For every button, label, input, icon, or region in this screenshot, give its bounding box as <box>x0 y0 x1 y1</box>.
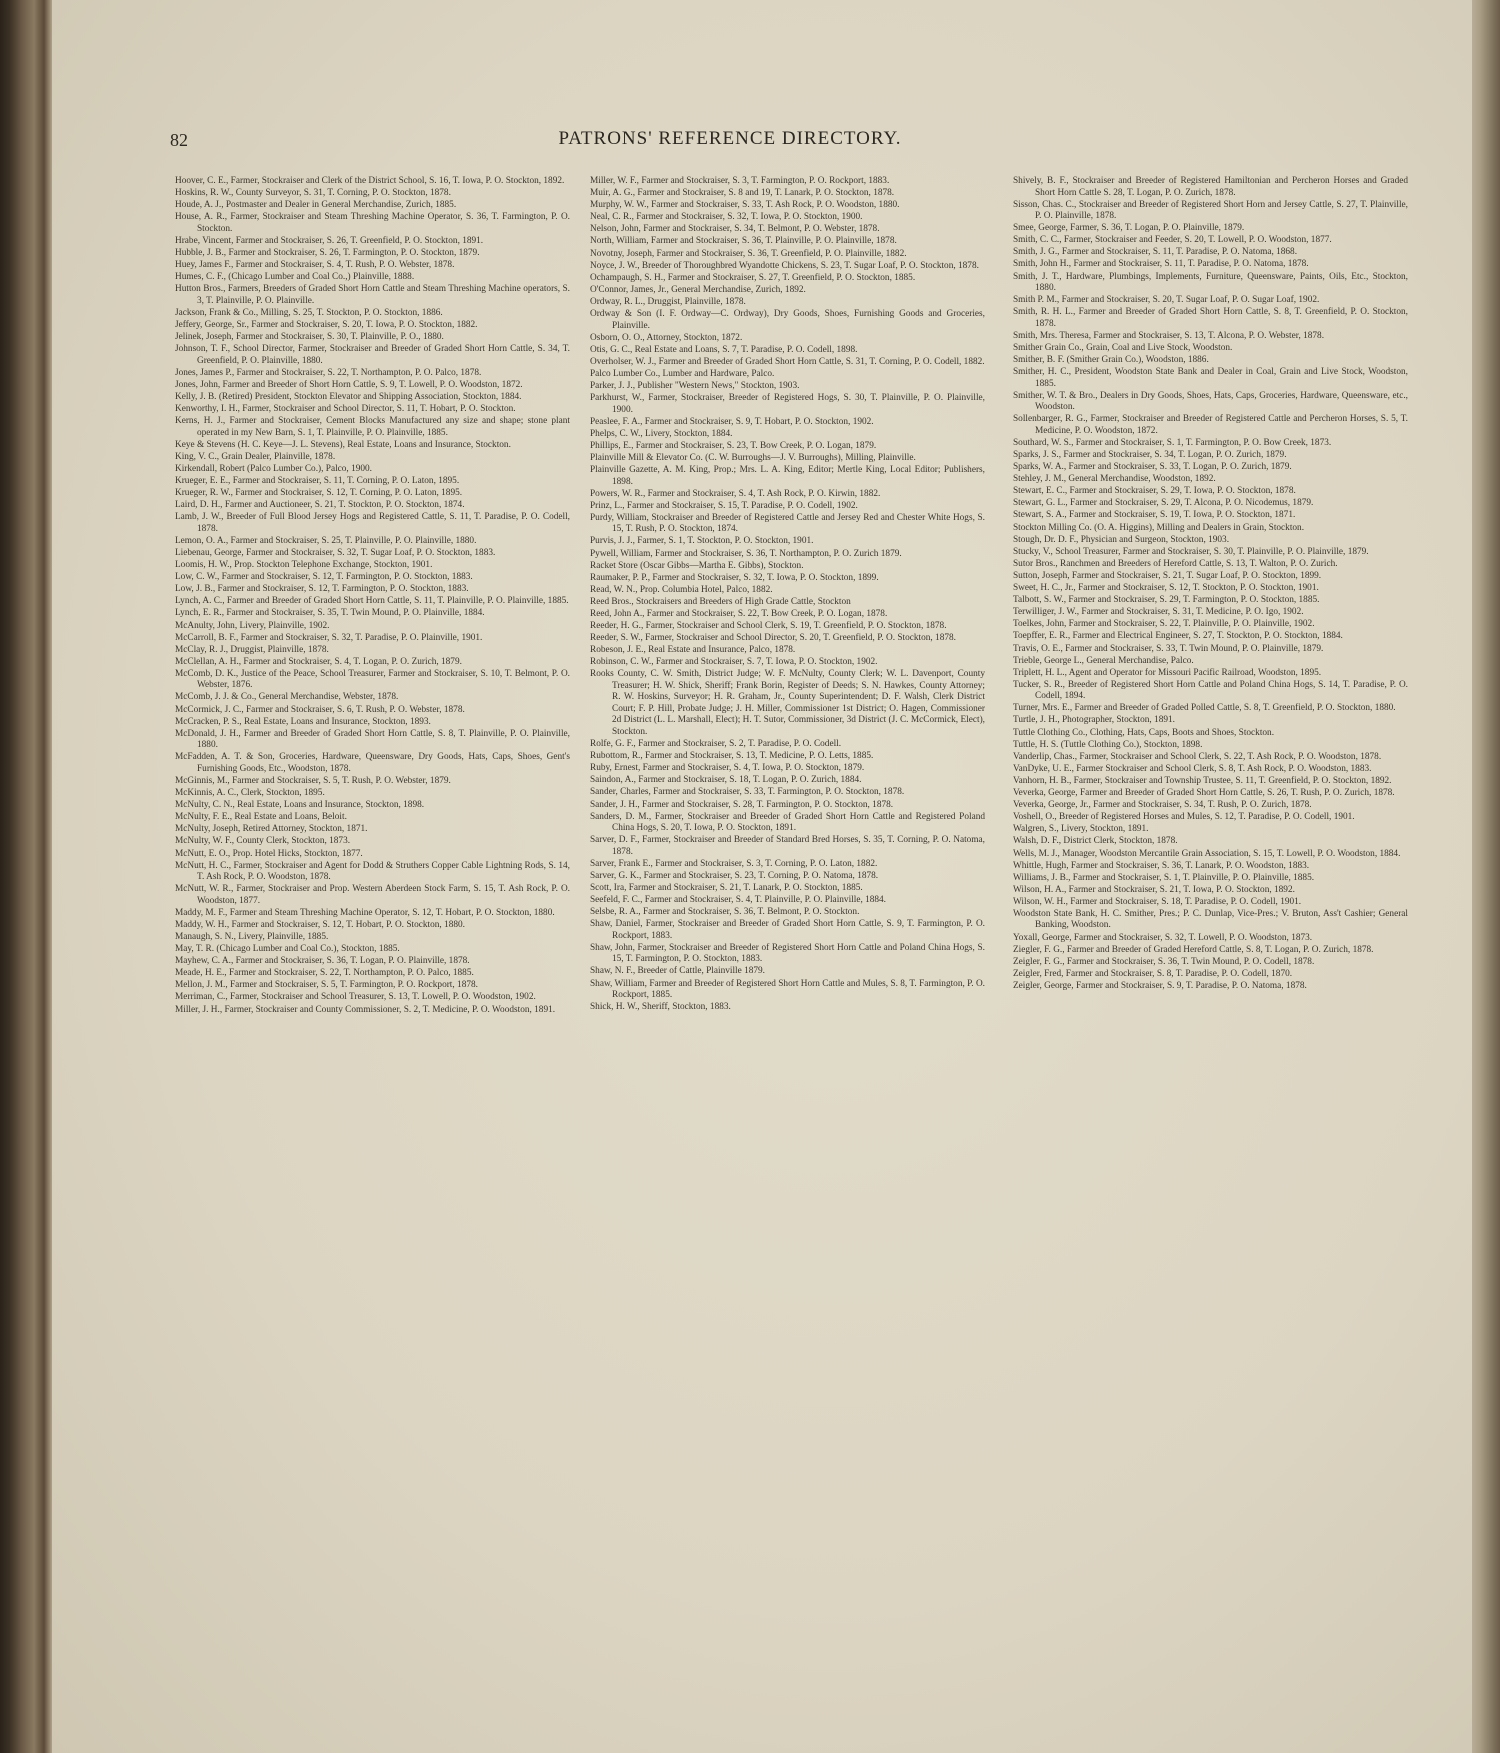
directory-entry: Manaugh, S. N., Livery, Plainville, 1885. <box>175 931 329 942</box>
directory-entry: Talbott, S. W., Farmer and Stockraiser, S. 29, T. Farmington, P. O. Stockton, 1885. <box>1013 595 1320 606</box>
directory-entry: Sparks, J. S., Farmer and Stockraiser, S. 34, T. Logan, P. O. Zurich, 1879. <box>1013 450 1287 460</box>
directory-entry: Vanderlip, Chas., Farmer, Stockraiser and School Clerk, S. 22, T. Ash Rock, P. O. Woodston, 1878. <box>1013 751 1382 762</box>
directory-entry: Keye & Stevens (H. C. Keye—J. L. Stevens), Real Estate, Loans and Insurance, Stockton. <box>175 439 511 450</box>
directory-entry: Seefeld, F. C., Farmer and Stockraiser, S. 4, T. Plainville, P. O. Plainville, 1884. <box>590 895 887 906</box>
directory-entry: McCormick, J. C., Farmer and Stockraiser, S. 6, T. Rush, P. O. Webster, 1878. <box>175 704 465 715</box>
directory-entry: Toepffer, E. R., Farmer and Electrical Engineer, S. 27, T. Stockton, P. O. Stockton, 1884. <box>1013 631 1343 642</box>
directory-entry: McDonald, J. H., Farmer and Breeder of Graded Short Horn Cattle, S. 8, T. Plainville, P. O. Plainville, 1880. <box>175 728 570 751</box>
directory-entry: Osborn, O. O., Attorney, Stockton, 1872. <box>590 332 743 343</box>
directory-entry: Read, W. N., Prop. Columbia Hotel, Palco, 1882. <box>590 584 773 595</box>
directory-entry: McClellan, A. H., Farmer and Stockraiser, S. 4, T. Logan, P. O. Zurich, 1879. <box>175 656 462 667</box>
directory-entry: McComb, J. J. & Co., General Merchandise, Webster, 1878. <box>175 692 399 703</box>
directory-entry: Walgren, S., Livery, Stockton, 1891. <box>1013 824 1149 835</box>
directory-entry: McNutt, W. R., Farmer, Stockraiser and Prop. Western Aberdeen Stock Farm, S. 15, T. Ash Rock, P. O. Woodston, 1877. <box>175 884 570 906</box>
directory-entry: Powers, W. R., Farmer and Stockraiser, S. 4, T. Ash Rock, P. O. Kirwin, 1882. <box>590 488 881 499</box>
directory-entry: McComb, D. K., Justice of the Peace, School Treasurer, Farmer and Stockraiser, S. 10, T. Belmont, P. O. Webster, 1876. <box>175 668 570 691</box>
directory-entry: Murphy, W. W., Farmer and Stockraiser, S. 33, T. Ash Rock, P. O. Woodston, 1880. <box>590 200 900 211</box>
directory-entry: Kenworthy, I. H., Farmer, Stockraiser and School Director, S. 11, T. Hobart, P. O. Stockton. <box>175 404 516 414</box>
directory-entry: Reeder, H. G., Farmer, Stockraiser and School Clerk, S. 19, T. Greenfield, P. O. Stockton, 1878. <box>590 621 947 632</box>
directory-entry: Low, C. W., Farmer and Stockraiser, S. 12, T. Farmington, P. O. Stockton, 1883. <box>175 572 473 583</box>
directory-entry: Shaw, William, Farmer and Breeder of Registered Short Horn Cattle and Mules, S. 8, T. Farmington, P. O. Rockport, 1885. <box>590 978 985 1001</box>
directory-entry: Racket Store (Oscar Gibbs—Martha E. Gibbs), Stockton. <box>590 560 804 571</box>
directory-entry: McFadden, A. T. & Son, Groceries, Hardware, Queensware, Dry Goods, Hats, Caps, Shoes, Gent's Furnishing Goods, Etc., Woodston, 1878. <box>175 752 570 774</box>
directory-entry: McNulty, C. N., Real Estate, Loans and Insurance, Stockton, 1898. <box>175 800 425 811</box>
directory-entry: Tuttle, H. S. (Tuttle Clothing Co.), Stockton, 1898. <box>1013 739 1203 750</box>
directory-entry: Sutor Bros., Ranchmen and Breeders of Hereford Cattle, S. 13, T. Walton, P. O. Zurich. <box>1013 558 1338 569</box>
directory-entry: Phillips, E., Farmer and Stockraiser, S. 23, T. Bow Creek, P. O. Logan, 1879. <box>590 440 877 451</box>
directory-entry: Smither, H. C., President, Woodston State Bank and Dealer in Coal, Grain and Live Stock, Woodston, 1885. <box>1013 367 1408 389</box>
directory-entry: Mayhew, C. A., Farmer and Stockraiser, S. 36, T. Logan, P. O. Plainville, 1878. <box>175 956 470 967</box>
directory-entry: Meade, H. E., Farmer and Stockraiser, S. 22, T. Northampton, P. O. Palco, 1885. <box>175 968 474 979</box>
directory-entry: Smither Grain Co., Grain, Coal and Live Stock, Woodston. <box>1013 342 1233 353</box>
directory-entry: Krueger, E. E., Farmer and Stockraiser, S. 11, T. Corning, P. O. Laton, 1895. <box>175 475 460 486</box>
directory-entry: Noyce, J. W., Breeder of Thoroughbred Wyandotte Chickens, S. 23, T. Sugar Loaf, P. O. Stockton, 1878. <box>590 260 979 271</box>
directory-entry: Travis, O. E., Farmer and Stockraiser, S. 33, T. Twin Mound, P. O. Plainville, 1879. <box>1013 643 1324 654</box>
directory-entry: Plainville Gazette, A. M. King, Prop.; Mrs. L. A. King, Editor; Mertle King, Local Editor; Publishers, 1898. <box>590 465 985 487</box>
directory-entry: Smither, B. F. (Smither Grain Co.), Woodston, 1886. <box>1013 355 1209 366</box>
page-header <box>120 124 1340 154</box>
directory-entry: Tucker, S. R., Breeder of Registered Short Horn Cattle and Poland China Hogs, S. 14, T. Paradise, P. O. Codell, 1894. <box>1013 679 1408 702</box>
directory-entry: Miller, W. F., Farmer and Stockraiser, S. 3, T. Farmington, P. O. Rockport, 1883. <box>590 176 890 186</box>
directory-entry: Shick, H. W., Sheriff, Stockton, 1883. <box>590 1002 731 1013</box>
directory-entry: McCracken, P. S., Real Estate, Loans and Insurance, Stockton, 1893. <box>175 716 431 727</box>
directory-entry: Smither, W. T. & Bro., Dealers in Dry Goods, Shoes, Hats, Caps, Groceries, Hardware, Queensware, etc., Woodston. <box>1013 390 1408 413</box>
directory-entry: McClay, R. J., Druggist, Plainville, 1878. <box>175 644 329 655</box>
directory-entry: Prinz, L., Farmer and Stockraiser, S. 15, T. Paradise, P. O. Codell, 1902. <box>590 500 858 511</box>
directory-entry: Ordway & Son (I. F. Ordway—C. Ordway), Dry Goods, Shoes, Furnishing Goods and Groceries, Plainville. <box>590 309 985 331</box>
directory-entry: Reeder, S. W., Farmer, Stockraiser and School Director, S. 20, T. Greenfield, P. O. Stockton, 1878. <box>590 633 956 644</box>
directory-entry: Sander, Charles, Farmer and Stockraiser, S. 33, T. Farmington, P. O. Stockton, 1878. <box>590 787 905 798</box>
directory-entry: Sisson, Chas. C., Stockraiser and Breeder of Registered Short Horn and Jersey Cattle, S. 27, T. Plainville, P. O. Plainville, 1878. <box>1013 199 1408 222</box>
directory-entry: Kerns, H. J., Farmer and Stockraiser, Cement Blocks Manufactured any size and shape; stone plant operated in my New Barn, S. 1, T. Plainville, P. O. Plainville, 1885. <box>175 416 570 438</box>
directory-entry: Veverka, George, Farmer and Breeder of Graded Short Horn Cattle, S. 26, T. Rush, P. O. Zurich, 1878. <box>1013 788 1395 799</box>
directory-entry: Hoover, C. E., Farmer, Stockraiser and Clerk of the District School, S. 16, T. Iowa, P. O. Stockton, 1892. <box>175 176 565 186</box>
directory-entry: Jackson, Frank & Co., Milling, S. 25, T. Stockton, P. O. Stockton, 1886. <box>175 307 443 318</box>
directory-entry: Johnson, T. F., School Director, Farmer, Stockraiser and Breeder of Graded Short Horn Cattle, S. 34, T. Greenfield, P. O. Plainville, 1880. <box>175 344 570 366</box>
directory-entry: O'Connor, James, Jr., General Merchandise, Zurich, 1892. <box>590 284 806 295</box>
directory-entry: Rolfe, G. F., Farmer and Stockraiser, S. 2, T. Paradise, P. O. Codell. <box>590 739 842 750</box>
directory-entry: Sarver, D. F., Farmer, Stockraiser and Breeder of Standard Bred Horses, S. 35, T. Corning, P. O. Natoma, 1878. <box>590 835 985 857</box>
directory-column-3 <box>1013 176 1408 993</box>
directory-entry: Smith, Mrs. Theresa, Farmer and Stockraiser, S. 13, T. Alcona, P. O. Webster, 1878. <box>1013 330 1325 341</box>
directory-entry: Zeigler, Fred, Farmer and Stockraiser, S. 8, T. Paradise, P. O. Codell, 1870. <box>1013 968 1293 979</box>
directory-entry: Hrabe, Vincent, Farmer and Stockraiser, S. 26, T. Greenfield, P. O. Stockton, 1891. <box>175 235 484 246</box>
directory-entry: Sarver, Frank E., Farmer and Stockraiser, S. 3, T. Corning, P. O. Laton, 1882. <box>590 858 878 869</box>
directory-entry: McGinnis, M., Farmer and Stockraiser, S. 5, T. Rush, P. O. Webster, 1879. <box>175 775 451 786</box>
directory-entry: Robinson, C. W., Farmer and Stockraiser, S. 7, T. Iowa, P. O. Stockton, 1902. <box>590 657 878 668</box>
directory-entry: Smith, R. H. L., Farmer and Breeder of Graded Short Horn Cattle, S. 8, T. Greenfield, P. O. Stockton, 1878. <box>1013 307 1408 329</box>
directory-entry: Stewart, E. C., Farmer and Stockraiser, S. 29, T. Iowa, P. O. Stockton, 1878. <box>1013 486 1296 497</box>
directory-entry: Otis, G. C., Real Estate and Loans, S. 7, T. Paradise, P. O. Codell, 1898. <box>590 344 858 355</box>
directory-entry: Zeigler, George, Farmer and Stockraiser, S. 9, T. Paradise, P. O. Natoma, 1878. <box>1013 980 1307 991</box>
directory-entry: Parkhurst, W., Farmer, Stockraiser, Breeder of Registered Hogs, S. 30, T. Plainville, P. O. Plainville, 1900. <box>590 393 985 415</box>
directory-entry: Wells, M. J., Manager, Woodston Mercantile Grain Association, S. 15, T. Lowell, P. O. Woodston, 1884. <box>1013 848 1401 859</box>
directory-entry: Palco Lumber Co., Lumber and Hardware, Palco. <box>590 368 775 379</box>
directory-entry: Ruby, Ernest, Farmer and Stockraiser, S. 4, T. Iowa, P. O. Stockton, 1879. <box>590 763 865 774</box>
directory-entry: Smee, George, Farmer, S. 36, T. Logan, P. O. Plainville, 1879. <box>1013 223 1245 234</box>
directory-entry: Muir, A. G., Farmer and Stockraiser, S. 8 and 19, T. Lanark, P. O. Stockton, 1878. <box>590 188 895 199</box>
directory-entry: Reed Bros., Stockraisers and Breeders of High Grade Cattle, Stockton <box>590 596 851 607</box>
directory-entry: Shively, B. F., Stockraiser and Breeder of Registered Hamiltonian and Percheron Horses and Graded Short Horn Cattle S. 28, T. Logan, P. O. Zurich, 1878. <box>1013 176 1408 198</box>
directory-entry: Stehley, J. M., General Merchandise, Woodston, 1892. <box>1013 474 1216 485</box>
directory-entry: Southard, W. S., Farmer and Stockraiser, S. 1, T. Farmington, P. O. Bow Creek, 1873. <box>1013 437 1332 448</box>
page-number: 82 <box>170 130 188 150</box>
directory-entry: Stewart, S. A., Farmer and Stockraiser, S. 19, T. Iowa, P. O. Stockton, 1871. <box>1013 510 1296 521</box>
directory-entry: North, William, Farmer and Stockraiser, S. 36, T. Plainville, P. O. Plainville, 1878. <box>590 236 897 247</box>
directory-entry: Stough, Dr. D. F., Physician and Surgeon, Stockton, 1903. <box>1013 534 1230 545</box>
directory-entry: Shaw, John, Farmer, Stockraiser and Breeder of Registered Short Horn Cattle and Poland China Hogs, S. 15, T. Farmington, P. O. Stockton, 1883. <box>590 942 985 965</box>
directory-entry: Stockton Milling Co. (O. A. Higgins), Milling and Dealers in Grain, Stockton. <box>1013 522 1305 533</box>
directory-entry: Overholser, W. J., Farmer and Breeder of Graded Short Horn Cattle, S. 31, T. Corning, P. O. Codell, 1882. <box>590 356 985 367</box>
directory-entry: Laird, D. H., Farmer and Auctioneer, S. 21, T. Stockton, P. O. Stockton, 1874. <box>175 500 465 511</box>
directory-entry: Wilson, H. A., Farmer and Stockraiser, S. 21, T. Iowa, P. O. Stockton, 1892. <box>1013 884 1295 895</box>
directory-entry: McNulty, W. F., County Clerk, Stockton, 1873. <box>175 836 351 847</box>
directory-entry: Sollenbarger, R. G., Farmer, Stockraiser and Breeder of Registered Cattle and Percheron Horses, S. 5, T. Medicine, P. O. Woodston, 1872. <box>1013 414 1408 436</box>
directory-entry: Hutton Bros., Farmers, Breeders of Graded Short Horn Cattle and Steam Threshing Machine operators, S. 3, T. Plainville, P. O. Plainville. <box>175 284 570 306</box>
directory-entry: Sander, J. H., Farmer and Stockraiser, S. 28, T. Farmington, P. O. Stockton, 1878. <box>590 799 894 810</box>
directory-entry: Jeffery, George, Sr., Farmer and Stockraiser, S. 20, T. Iowa, P. O. Stockton, 1882. <box>175 319 478 330</box>
directory-entry: Krueger, R. W., Farmer and Stockraiser, S. 12, T. Corning, P. O. Laton, 1895. <box>175 488 463 499</box>
directory-entry: VanDyke, U. E., Farmer Stockraiser and School Clerk, S. 8, T. Ash Rock, P. O. Woodston, 1883. <box>1013 763 1372 774</box>
directory-entry: Miller, J. H., Farmer, Stockraiser and County Commissioner, S. 2, T. Medicine, P. O. Woodston, 1891. <box>175 1004 556 1015</box>
directory-entry: McNulty, F. E., Real Estate and Loans, Beloit. <box>175 812 347 823</box>
directory-entry: May, T. R. (Chicago Lumber and Coal Co.), Stockton, 1885. <box>175 944 400 955</box>
directory-entry: Peaslee, F. A., Farmer and Stockraiser, S. 9, T. Hobart, P. O. Stockton, 1902. <box>590 416 874 427</box>
directory-entry: Lynch, A. C., Farmer and Breeder of Graded Short Horn Cattle, S. 11, T. Plainville, P. O. Plainville, 1885. <box>175 596 569 607</box>
directory-entry: Rooks County, C. W. Smith, District Judge; W. F. McNulty, County Clerk; W. L. Davenport, County Treasurer; H. W. Shick, Sheriff; Frank Borin, Register of Deeds; S. N. Hawkes, County Attorney; R. W. Hoskins, Surveyor; H. R. Graham, Jr., County Superintendent; D. F. Walsh, Clerk District Court; F. P. Hill, Probate Judge; J. H. Miller, Commissioner 1st District; O. Hagen, Commissioner 2d District (L. L. Marshall, Elect); H. T. Sutor, Commissioner, 3d District (J. C. McCormick, Elect), Stockton. <box>590 669 985 737</box>
directory-entry: House, A. R., Farmer, Stockraiser and Steam Threshing Machine Operator, S. 36, T. Farmington, P. O. Stockton. <box>175 212 570 234</box>
directory-entry: Houde, A. J., Postmaster and Dealer in General Merchandise, Zurich, 1885. <box>175 200 457 211</box>
directory-entry: Jones, John, Farmer and Breeder of Short Horn Cattle, S. 9, T. Lowell, P. O. Woodston, 1872. <box>175 379 523 390</box>
directory-entry: Toelkes, John, Farmer and Stockraiser, S. 22, T. Plainville, P. O. Plainville, 1902. <box>1013 619 1315 630</box>
directory-entry: Phelps, C. W., Livery, Stockton, 1884. <box>590 428 733 439</box>
directory-entry: Raumaker, P. P., Farmer and Stockraiser, S. 32, T. Iowa, P. O. Stockton, 1899. <box>590 572 879 583</box>
running-head-title: PATRONS' REFERENCE DIRECTORY. <box>558 128 902 149</box>
directory-entry: Veverka, George, Jr., Farmer and Stockraiser, S. 34, T. Rush, P. O. Zurich, 1878. <box>1013 800 1312 811</box>
directory-entry: Maddy, W. H., Farmer and Stockraiser, S. 12, T. Hobart, P. O. Stockton, 1880. <box>175 919 465 930</box>
directory-entry: Lemon, O. A., Farmer and Stockraiser, S. 25, T. Plainville, P. O. Plainville, 1880. <box>175 535 477 546</box>
directory-entry: Whittle, Hugh, Farmer and Stockraiser, S. 36, T. Lanark, P. O. Woodston, 1883. <box>1013 860 1310 871</box>
directory-entry: Kirkendall, Robert (Palco Lumber Co.), Palco, 1900. <box>175 463 373 474</box>
directory-entry: Purvis, J. J., Farmer, S. 1, T. Stockton, P. O. Stockton, 1901. <box>590 536 814 547</box>
directory-entry: Parker, J. J., Publisher "Western News," Stockton, 1903. <box>590 381 800 391</box>
directory-entry: Liebenau, George, Farmer and Stockraiser, S. 32, T. Sugar Loaf, P. O. Stockton, 1883. <box>175 547 496 558</box>
directory-entry: Plainville Mill & Elevator Co. (C. W. Burroughs—J. V. Burroughs), Milling, Plainville. <box>590 452 916 463</box>
directory-entry: Yoxall, George, Farmer and Stockraiser, S. 32, T. Lowell, P. O. Woodston, 1873. <box>1013 932 1313 943</box>
directory-entry: Williams, J. B., Farmer and Stockraiser, S. 1, T. Plainville, P. O. Plainville, 1885. <box>1013 872 1315 883</box>
directory-entry: Ziegler, F. G., Farmer and Breeder of Graded Hereford Cattle, S. 8, T. Logan, P. O. Zurich, 1878. <box>1013 944 1374 955</box>
directory-entry: Huey, James F., Farmer and Stockraiser, S. 4, T. Rush, P. O. Webster, 1878. <box>175 260 455 271</box>
directory-entry: Merriman, C., Farmer, Stockraiser and School Treasurer, S. 13, T. Lowell, P. O. Woodston, 1902. <box>175 992 536 1003</box>
directory-entry: Wilson, W. H., Farmer and Stockraiser, S. 18, T. Paradise, P. O. Codell, 1901. <box>1013 896 1302 907</box>
directory-entry: Jones, James P., Farmer and Stockraiser, S. 22, T. Northampton, P. O. Palco, 1878. <box>175 367 482 378</box>
directory-entry: Ochampaugh, S. H., Farmer and Stockraiser, S. 27, T. Greenfield, P. O. Stockton, 1885. <box>590 272 916 283</box>
directory-column-2 <box>590 176 985 1014</box>
directory-entry: Smith P. M., Farmer and Stockraiser, S. 20, T. Sugar Loaf, P. O. Sugar Loaf, 1902. <box>1013 295 1320 306</box>
directory-entry: Neal, C. R., Farmer and Stockraiser, S. 32, T. Iowa, P. O. Stockton, 1900. <box>590 212 863 223</box>
directory-entry: Jelinek, Joseph, Farmer and Stockraiser, S. 30, T. Plainville, P. O., 1880. <box>175 332 444 343</box>
directory-entry: Mellon, J. M., Farmer and Stockraiser, S. 5, T. Farmington, P. O. Rockport, 1878. <box>175 980 478 991</box>
directory-entry: Zeigler, F. G., Farmer and Stockraiser, S. 36, T. Twin Mound, P. O. Codell, 1878. <box>1013 956 1315 967</box>
directory-entry: McAnulty, John, Livery, Plainville, 1902. <box>175 620 330 631</box>
directory-entry: Hubble, J. B., Farmer and Stockraiser, S. 26, T. Farmington, P. O. Stockton, 1879. <box>175 247 480 258</box>
directory-entry: Scott, Ira, Farmer and Stockraiser, S. 21, T. Lanark, P. O. Stockton, 1885. <box>590 883 863 893</box>
directory-entry: Triplett, H. L., Agent and Operator for Missouri Pacific Railroad, Woodston, 1895. <box>1013 667 1322 678</box>
directory-entry: Turner, Mrs. E., Farmer and Breeder of Graded Polled Cattle, S. 8, T. Greenfield, P. O. Stockton, 1880. <box>1013 703 1396 714</box>
directory-entry: Vanhorn, H. B., Farmer, Stockraiser and Township Trustee, S. 11, T. Greenfield, P. O. Stockton, 1892. <box>1013 775 1392 786</box>
directory-column-1 <box>175 176 570 1017</box>
directory-entry: Reed, John A., Farmer and Stockraiser, S. 22, T. Bow Creek, P. O. Logan, 1878. <box>590 609 888 619</box>
directory-entry: Loomis, H. W., Prop. Stockton Telephone Exchange, Stockton, 1901. <box>175 560 433 571</box>
directory-entry: Sparks, W. A., Farmer and Stockraiser, S. 33, T. Logan, P. O. Zurich, 1879. <box>1013 462 1292 473</box>
directory-entry: McNulty, Joseph, Retired Attorney, Stockton, 1871. <box>175 824 368 835</box>
directory-entry: Sweet, H. C., Jr., Farmer and Stockraiser, S. 12, T. Stockton, P. O. Stockton, 1901. <box>1013 583 1319 594</box>
directory-entry: Robeson, J. E., Real Estate and Insurance, Palco, 1878. <box>590 645 796 656</box>
directory-entry: Terwilliger, J. W., Farmer and Stockraiser, S. 31, T. Medicine, P. O. Igo, 1902. <box>1013 607 1304 618</box>
directory-entry: Novotny, Joseph, Farmer and Stockraiser, S. 36, T. Greenfield, P. O. Plainville, 1882. <box>590 248 907 259</box>
directory-entry: McCarroll, B. F., Farmer and Stockraiser, S. 32, T. Paradise, P. O. Plainville, 1901. <box>175 632 483 643</box>
directory-entry: Smith, John H., Farmer and Stockraiser, S. 11, T. Paradise, P. O. Natoma, 1878. <box>1013 259 1309 270</box>
directory-entry: Tuttle Clothing Co., Clothing, Hats, Caps, Boots and Shoes, Stockton. <box>1013 727 1275 738</box>
directory-entry: Hoskins, R. W., County Surveyor, S. 31, T. Corning, P. O. Stockton, 1878. <box>175 188 451 199</box>
directory-entry: Selsbe, R. A., Farmer and Stockraiser, S. 36, T. Belmont, P. O. Stockton. <box>590 907 860 918</box>
directory-entry: Lamb, J. W., Breeder of Full Blood Jersey Hogs and Registered Cattle, S. 11, T. Paradise, P. O. Codell, 1878. <box>175 512 570 534</box>
directory-entry: Voshell, O., Breeder of Registered Horses and Mules, S. 12, T. Paradise, P. O. Codell, 1901. <box>1013 812 1355 823</box>
directory-entry: McNutt, E. O., Prop. Hotel Hicks, Stockton, 1877. <box>175 848 363 859</box>
directory-entry: Lynch, E. R., Farmer and Stockraiser, S. 35, T. Twin Mound, P. O. Plainville, 1884. <box>175 608 485 619</box>
directory-entry: Sutton, Joseph, Farmer and Stockraiser, S. 21, T. Sugar Loaf, P. O. Stockton, 1899. <box>1013 570 1322 581</box>
directory-entry: Sarver, G. K., Farmer and Stockraiser, S. 23, T. Corning, P. O. Natoma, 1878. <box>590 870 879 881</box>
directory-entry: Humes, C. F., (Chicago Lumber and Coal Co.,) Plainville, 1888. <box>175 272 415 283</box>
directory-entry: McKinnis, A. C., Clerk, Stockton, 1895. <box>175 788 325 799</box>
directory-entry: Smith, J. T., Hardware, Plumbings, Implements, Furniture, Queensware, Paints, Oils, Etc., Stockton, 1880. <box>1013 271 1408 294</box>
directory-entry: Ordway, R. L., Druggist, Plainville, 1878. <box>590 296 746 307</box>
directory-entry: Turtle, J. H., Photographer, Stockton, 1891. <box>1013 715 1175 726</box>
directory-entry: McNutt, H. C., Farmer, Stockraiser and Agent for Dodd & Struthers Copper Cable Lightning Rods, S. 14, T. Ash Rock, P. O. Woodston, 1878. <box>175 860 570 883</box>
directory-entry: Sanders, D. M., Farmer, Stockraiser and Breeder of Graded Short Horn Cattle and Registered Poland China Hogs, S. 20, T. Iowa, P. O. Stockton, 1891. <box>590 811 985 834</box>
directory-entry: King, V. C., Grain Dealer, Plainville, 1878. <box>175 451 336 462</box>
directory-entry: Stucky, V., School Treasurer, Farmer and Stockraiser, S. 30, T. Plainville, P. O. Plainville, 1879. <box>1013 546 1369 557</box>
directory-entry: Smith, J. G., Farmer and Stockraiser, S. 11, T. Paradise, P. O. Natoma, 1868. <box>1013 247 1298 258</box>
directory-entry: Purdy, William, Stockraiser and Breeder of Registered Cattle and Jersey Red and Chester White Hogs, S. 15, T. Rush, P. O. Stockton, 1874. <box>590 512 985 535</box>
directory-entry: Kelly, J. B. (Retired) President, Stockton Elevator and Shipping Association, Stockton, 1884. <box>175 391 522 402</box>
directory-entry: Walsh, D. F., District Clerk, Stockton, 1878. <box>1013 836 1178 847</box>
directory-entry: Nelson, John, Farmer and Stockraiser, S. 34, T. Belmont, P. O. Webster, 1878. <box>590 224 880 235</box>
directory-entry: Stewart, G. L., Farmer and Stockraiser, S. 29, T. Alcona, P. O. Nicodemus, 1879. <box>1013 498 1314 509</box>
directory-entry: Maddy, M. F., Farmer and Steam Threshing Machine Operator, S. 12, T. Hobart, P. O. Stockton, 1880. <box>175 907 555 918</box>
directory-entry: Pywell, William, Farmer and Stockraiser, S. 36, T. Northampton, P. O. Zurich 1879. <box>590 548 902 559</box>
directory-entry: Smith, C. C., Farmer, Stockraiser and Feeder, S. 20, T. Lowell, P. O. Woodston, 1877. <box>1013 235 1332 246</box>
directory-entry: Rubottom, R., Farmer and Stockraiser, S. 13, T. Medicine, P. O. Letts, 1885. <box>590 751 874 762</box>
directory-entry: Woodston State Bank, H. C. Smither, Pres.; P. C. Dunlap, Vice-Pres.; V. Bruton, Ass't Cashier; General Banking, Woodston. <box>1013 908 1408 931</box>
directory-entry: Shaw, N. F., Breeder of Cattle, Plainville 1879. <box>590 966 766 977</box>
directory-entry: Shaw, Daniel, Farmer, Stockraiser and Breeder of Graded Short Horn Cattle, S. 9, T. Farmington, P. O. Rockport, 1883. <box>590 919 985 941</box>
directory-entry: Saindon, A., Farmer and Stockraiser, S. 18, T. Logan, P. O. Zurich, 1884. <box>590 775 862 786</box>
directory-entry: Low, J. B., Farmer and Stockraiser, S. 12, T. Farmington, P. O. Stockton, 1883. <box>175 584 469 595</box>
directory-entry: Trieble, George L., General Merchandise, Palco. <box>1013 655 1194 666</box>
